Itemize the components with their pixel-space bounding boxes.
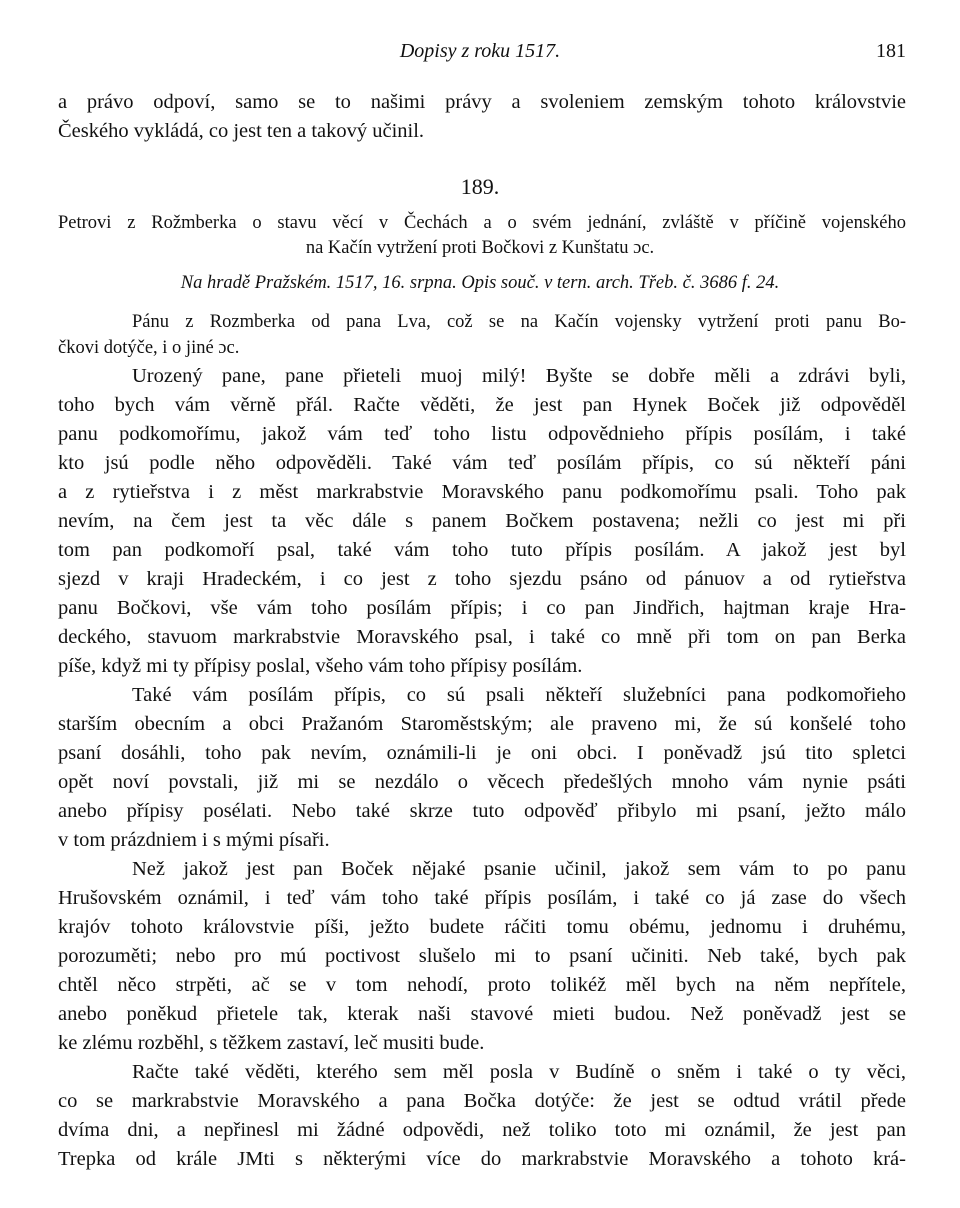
- page-number: 181: [876, 40, 906, 62]
- address-line: čkovi dotýče, i o jiné ɔc.: [58, 338, 240, 358]
- text-line: sjezd v kraji Hradeckém, i co jest z toho sjezdu psáno od pánuov a od rytieřstva: [58, 568, 906, 590]
- text-line: psaní dosáhli, toho pak nevím, oznámili-li je oni obci. I poněvadž jsú tito spletci: [58, 742, 906, 764]
- running-head: [0, 40, 960, 70]
- text-line: a právo odpoví, samo se to našimi právy a svoleniem zemským tohoto královstvie: [58, 91, 906, 113]
- text-line: píše, když mi ty přípisy poslal, všeho vám toho přípisy posílám.: [58, 655, 583, 677]
- text-line: kto jsú podle něho odpověděli. Také vám teď posílám přípis, co sú někteří páni: [58, 452, 906, 474]
- text-line: a z rytieřstva i z měst markrabstvie Moravského panu podkomořímu psali. Toho pak: [58, 481, 906, 503]
- text-line: krajóv tohoto královstvie píši, ježto budete ráčiti tomu obému, jednomu i druhému,: [58, 916, 906, 938]
- regest-line: Petrovi z Rožmberka o stavu věcí v Čechách a o svém jednání, zvláště v příčině vojenského: [58, 213, 906, 233]
- text-line: dvíma dni, a nepřinesl mi žádné odpovědi, než toliko toto mi oznámil, že jest pan: [58, 1119, 906, 1141]
- text-line: panu podkomořímu, jakož vám teď toho listu odpovědnieho přípis posílám, i také: [58, 423, 906, 445]
- text-line: Než jakož jest pan Boček nějaké psanie učinil, jakož sem vám to po panu: [132, 858, 906, 880]
- text-line: opět noví povstali, již mi se nezdálo o věcech předešlých mnoho vám nynie psáti: [58, 771, 906, 793]
- text-line: co se markrabstvie Moravského a pana Bočka dotýče: že jest se odtud vrátil přede: [58, 1090, 906, 1112]
- text-line: tom pan podkomoří psal, také vám toho tuto přípis posílám. A jakož jest byl: [58, 539, 906, 561]
- text-line: anebo přípisy posélati. Nebo také skrze tuto odpověď přibylo mi psaní, ježto málo: [58, 800, 906, 822]
- text-line: deckého, stavuom markrabstvie Moravského psal, i také co mně při tom on pan Berka: [58, 626, 906, 648]
- address-line: Pánu z Rozmberka od pana Lva, což se na Kačín vojensky vytržení proti panu Bo-: [132, 312, 906, 332]
- text-line: chtěl něco strpěti, ač se v tom nehodí, proto tolikéž měl bych na něm nepřítele,: [58, 974, 906, 996]
- text-line: Trepka od krále JMti s některými více do markrabstvie Moravského a tohoto krá-: [58, 1148, 906, 1170]
- text-line: nevím, na čem jest ta věc dále s panem Bočkem postavena; nežli co jest mi při: [58, 510, 906, 532]
- text-line: v tom prázdniem i s mými písaři.: [58, 829, 330, 851]
- document-number: 189.: [460, 174, 500, 199]
- running-title: Dopisy z roku 1517.: [399, 40, 561, 62]
- text-line: Račte také věděti, kterého sem měl posla v Budíně o sněm i také o ty věci,: [132, 1061, 906, 1083]
- text-line: anebo poněkud přietele tak, kterak naši stavové mieti budou. Než poněvadž jest se: [58, 1003, 906, 1025]
- source-note: Na hradě Pražském. 1517, 16. srpna. Opis souč. v tern. arch. Třeb. č. 3686 f. 24.: [180, 273, 780, 293]
- text-line: Také vám posílám přípis, co sú psali někteří služebníci pana podkomořieho: [132, 684, 906, 706]
- text-line: Urozený pane, pane přieteli muoj milý! Byšte se dobře měli a zdrávi byli,: [132, 365, 906, 387]
- text-line: Hrušovském oznámil, i teď vám toho také přípis posílám, i také co já zase do všech: [58, 887, 906, 909]
- text-line: toho bych vám věrně přál. Račte věděti, že jest pan Hynek Boček již odpověděl: [58, 394, 906, 416]
- text-line: Českého vykládá, co jest ten a takový učinil.: [58, 120, 425, 142]
- text-line: porozuměti; nebo pro mú poctivost slušelo mi to psaní učiniti. Neb také, bych pak: [58, 945, 906, 967]
- text-line: panu Bočkovi, vše vám toho posílám přípis; i co pan Jindřich, hajtman kraje Hra-: [58, 597, 906, 619]
- regest-line: na Kačín vytržení proti Bočkovi z Kunštatu ɔc.: [305, 238, 655, 258]
- text-line: starším obecním a obci Pražanóm Staroměstským; ale praveno mi, že sú konšelé toho: [58, 713, 906, 735]
- text-line: ke zlému rozběhl, s těžkem zastaví, leč musiti bude.: [58, 1032, 485, 1054]
